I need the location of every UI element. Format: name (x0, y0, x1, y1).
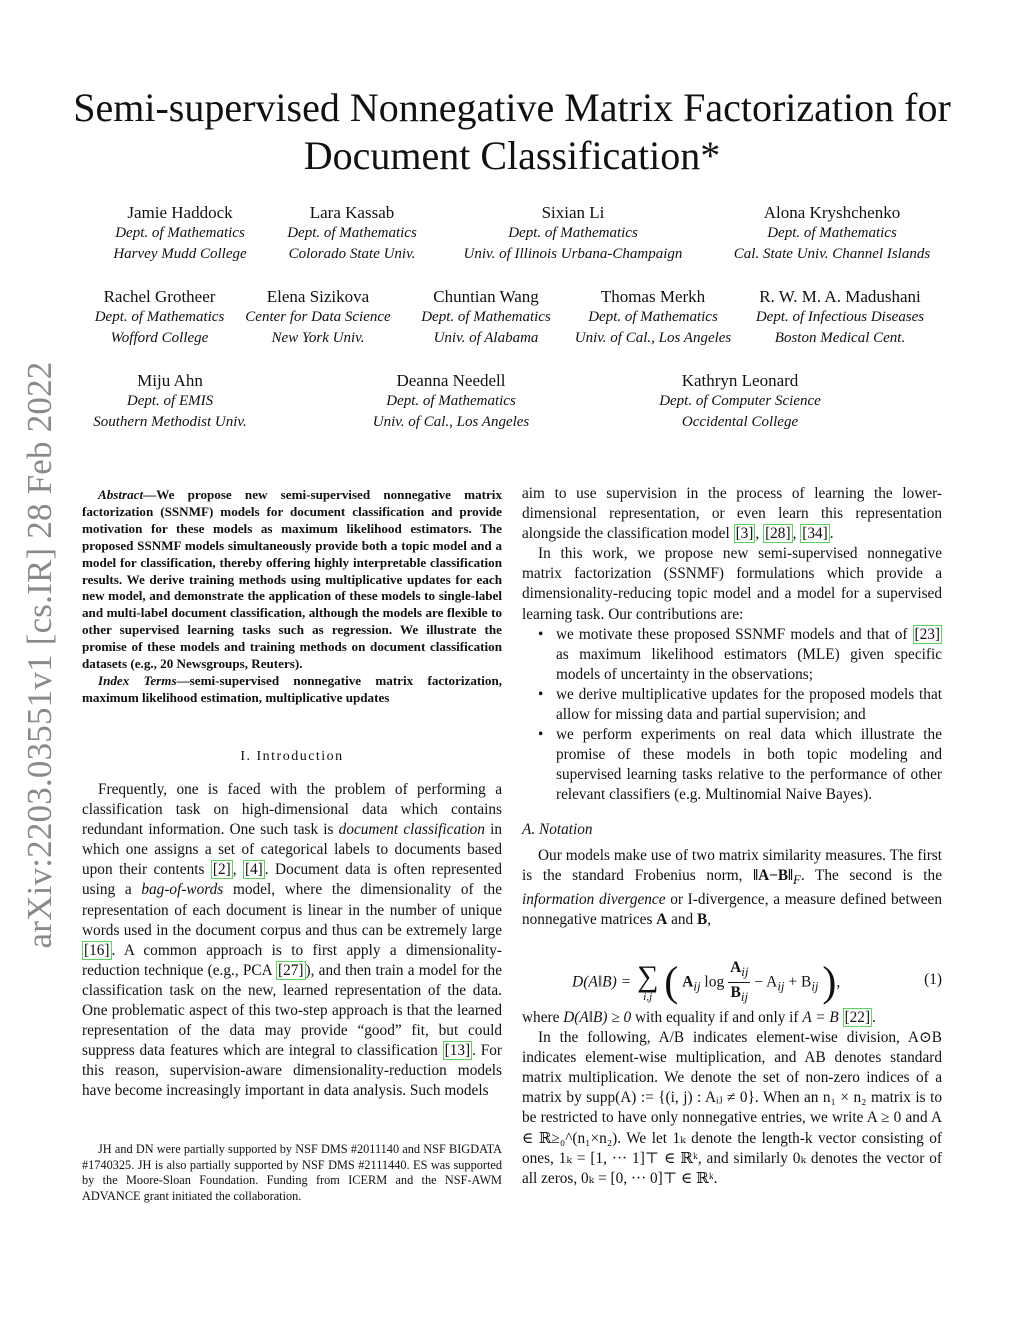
body-em: information divergence (522, 890, 666, 908)
author-dept: Dept. of Mathematics (386, 393, 516, 409)
equation-subscript: ij (741, 964, 749, 980)
equation-sum-subscript: i,j (643, 990, 653, 1003)
citation-link[interactable]: [34] (802, 525, 828, 543)
list-item: • we derive multiplicative updates for the proposed models that allow for missing data and partial supervision; and (522, 685, 942, 725)
author-block (640, 370, 840, 433)
body-text: with equality if and only if (631, 1009, 803, 1027)
author-inst: Occidental College (681, 414, 799, 430)
body-paragraph: In this work, we propose new semi-supervised nonnegative matrix factorization (SSNMF) formulations which provide a dimensionality-reducing topic model and a model for a supervised learning task. Our contributions are: (522, 545, 942, 623)
equation-term: + B (784, 973, 812, 991)
author-name: Alona Kryshchenko (763, 203, 901, 222)
body-paragraph: In the following, A/B indicates element-wise division, A⊙B indicates element-wise multiplication, and AB denotes standard matrix multiplication. We denote the set of non-zero indices of a matrix by supp(A) := {(i, j) : Aᵢⱼ ≠ 0}. When an n₁ × n₂ matrix is to be restricted to have only nonnegative entries, we write A ≥ 0 and A ∈ ℝ≥₀^(n₁×n₂). We let 1ₖ denote the length-k vector consisting of ones, 1ₖ = [1, ··· 1]⊤ ∈ ℝᵏ, and similarly 0ₖ denotes the vector of all zeros, 0ₖ = [0, ··· 0]⊤ ∈ ℝᵏ. (522, 1029, 942, 1187)
list-item: • we perform experiments on real data which illustrate the promise of these models in both topic modeling and supervised learning tasks relative to the performance of other relevant classifiers (e.g. Multinomial Naive Bayes). (522, 725, 942, 805)
body-text: or I-divergence, a measure defined between nonnegative matrices (522, 890, 942, 928)
author-block (268, 202, 436, 265)
body-text: , (755, 525, 764, 543)
equation-lhs: D(A‖B) = (572, 973, 632, 991)
index-terms-label: Index Terms (98, 672, 177, 688)
equation-subscript: ij (740, 989, 749, 1005)
footnote (82, 1142, 502, 1204)
author-inst: Colorado State Univ. (288, 246, 416, 262)
body-text: , (707, 910, 712, 928)
citation-link[interactable]: [3] (735, 525, 754, 543)
citation-link[interactable]: [4] (244, 861, 263, 879)
equation-subscript: ij (777, 978, 785, 994)
body-text: where (522, 1009, 564, 1027)
body-text: . (872, 1009, 876, 1027)
body-text: we motivate these proposed SSNMF models and that of (556, 625, 913, 643)
intro-text: in which one assigns a set of categorical labels to documents based upon their contents (82, 821, 502, 879)
author-inst: Univ. of Alabama (433, 330, 539, 346)
equation-body: D(A‖B) = ∑ i,j ( $A_{ij}$ log $A_{ij}$ $B_{ij}$ − $A_{ij} + B_{ij}$ ), (572, 959, 841, 1006)
math-inline: D(A‖B) ≥ 0 (563, 1009, 632, 1027)
body-text (839, 1009, 843, 1026)
abstract-label: Abstract (98, 487, 144, 502)
author-dept: Dept. of Mathematics (94, 309, 225, 325)
body-text: . (829, 525, 834, 543)
contributions-list (522, 625, 942, 806)
author-dept: Dept. of Mathematics (287, 225, 417, 241)
arxiv-id: arXiv:2203.03551v1 [cs.IR] 28 Feb 2022 (20, 361, 59, 949)
math-inline: B (697, 910, 708, 928)
author-inst: Univ. of Cal., Los Angeles (372, 414, 530, 430)
arxiv-sidebar (14, 361, 66, 949)
author-dept: Dept. of Mathematics (115, 225, 245, 241)
author-name: Chuntian Wang (433, 287, 539, 306)
math-inline: A = B (802, 1009, 839, 1027)
intro-em: document classification (338, 821, 485, 839)
author-inst: Univ. of Cal., Los Angeles (574, 330, 732, 346)
body-text: as maximum likelihood estimators (MLE) given specific models of uncertainty in the observations; (556, 645, 942, 683)
author-block (78, 370, 262, 433)
citation-link[interactable]: [13] (444, 1042, 471, 1060)
equation-numerator: A (730, 959, 742, 977)
equation-term: − A (754, 973, 778, 991)
equation-subscript: ij (693, 978, 701, 994)
right-column (522, 484, 942, 1189)
author-name: Jamie Haddock (127, 203, 233, 222)
equation-denominator: B (730, 984, 741, 1002)
author-dept: Dept. of Computer Science (659, 393, 821, 409)
intro-text: . Document data is often represented using a (82, 861, 502, 899)
intro-em: bag-of-words (141, 881, 224, 899)
author-name: Sixian Li (541, 203, 605, 222)
author-name: Elena Sizikova (266, 287, 370, 306)
equation-log: log (700, 973, 729, 991)
author-dept: Dept. of EMIS (126, 393, 214, 409)
author-block (740, 286, 940, 349)
author-block (443, 202, 703, 265)
author-dept: Dept. of Mathematics (508, 225, 638, 241)
body-text: and (667, 910, 698, 928)
equation-1 (522, 934, 942, 1006)
author-inst: New York Univ. (271, 330, 365, 346)
introduction-body (82, 780, 502, 1102)
intro-text: . For this reason, supervision-aware dimensionality-reduction models have become increasingly important in data analysis. Such models (82, 1042, 502, 1100)
author-name: Rachel Grotheer (103, 287, 216, 306)
intro-text: , (232, 861, 243, 879)
math-inline: ‖A−B‖ (753, 866, 794, 884)
author-dept: Dept. of Mathematics (767, 225, 897, 241)
author-inst: Univ. of Illinois Urbana-Champaign (463, 246, 683, 262)
author-block (405, 286, 567, 349)
body-text: aim to use supervision in the process of learning the lower-dimensional representation, or even learn this representation alongside the classification model (522, 485, 942, 543)
equation-term: A (682, 973, 694, 991)
intro-text: model, where the dimensionality of the representation of each document is linear in the number of unique words used in the document corpus and thus can be extremely large (82, 881, 502, 939)
author-inst: Wofford College (110, 330, 209, 346)
author-inst: Boston Medical Cent. (774, 330, 906, 346)
author-inst: Cal. State Univ. Channel Islands (733, 246, 931, 262)
author-name: R. W. M. A. Madushani (759, 287, 921, 306)
author-name: Miju Ahn (137, 371, 203, 390)
citation-link[interactable]: [27] (278, 961, 304, 979)
citation-link[interactable]: [23] (914, 625, 940, 643)
citation-link[interactable]: [2] (212, 861, 231, 879)
author-name: Lara Kassab (309, 203, 395, 222)
author-block (233, 286, 403, 349)
equation-term: , (836, 973, 841, 991)
author-name: Thomas Merkh (600, 287, 706, 306)
index-terms-text: semi-supervised nonnegative matrix factorization, maximum likelihood estimation, multiplicative updates (82, 672, 502, 705)
author-block (78, 286, 241, 349)
intro-text: Frequently, one is faced with the problem of performing a classification task on high-dimensional data which contains redundant information. One such task is (82, 781, 502, 839)
body-text: , (792, 525, 801, 543)
author-name: Kathryn Leonard (681, 371, 799, 390)
author-block (712, 202, 952, 265)
author-inst: Harvey Mudd College (113, 246, 247, 262)
list-item (522, 625, 942, 685)
author-dept: Dept. of Mathematics (421, 309, 551, 325)
equation-subscript: ij (811, 978, 819, 994)
author-block (355, 370, 547, 433)
abstract-text: We propose new semi-supervised nonnegative matrix factorization (SSNMF) models for document classification and provide motivation for these models as maximum likelihood estimators. The proposed SSNMF models simultaneously provide both a topic model and a model for classification, thereby offering highly interpretable classification results. We derive training methods using multiplicative updates for each new model, and demonstrate the application of these models to single-label and multi-label document classification, although the models are flexible to other supervised learning tasks such as regression. We illustrate the promise of these models and training methods on document classification datasets (e.g., 20 Newsgroups, Reuters). (82, 487, 502, 672)
author-dept: Dept. of Mathematics (588, 309, 718, 325)
section-heading-introduction: I. Introduction (240, 749, 344, 764)
body-text: . The second is the (800, 866, 942, 884)
author-dept: Dept. of Infectious Diseases (755, 309, 925, 325)
author-dept: Center for Data Science (245, 309, 391, 325)
math-subscript: F (793, 872, 801, 887)
author-block (560, 286, 746, 349)
subsection-heading-notation: A. Notation (522, 820, 593, 838)
body-text: Our models make use of two matrix similarity measures. The first is the standard Frobenius norm, (522, 846, 942, 884)
author-name: Deanna Needell (396, 371, 506, 390)
intro-text: . A common approach is to first apply a dimensionality-reduction technique (e.g., PCA (82, 941, 502, 979)
abstract: Abstract—We propose new semi-supervised nonnegative matrix factorization (SSNMF) models for document classification and provide motivation for these models as maximum likelihood estimators. The proposed SSNMF models simultaneously provide both a topic model and a model for classification, thereby offering highly interpretable classification results. We derive training methods using multiplicative updates for each new model, and demonstrate the application of these models to single-label and multi-label document classification, although the models are flexible to other supervised learning tasks such as regression. We illustrate the promise of these models and training methods on document classification datasets (e.g., 20 Newsgroups, Reuters). Index Terms—semi-supervised nonnegative matrix factorization, maximum likelihood estimation, multiplicative updates (82, 487, 502, 705)
footnote-text: JH and DN were partially supported by NSF DMS #2011140 and NSF BIGDATA #1740325. JH is also partially supported by NSF DMS #2111440. ES was supported by the Moore-Sloan Foundation. Funding from ICERM and the NSF-AWM ADVANCE grant initiated the collaboration. (82, 1142, 502, 1203)
citation-link[interactable]: [28] (765, 525, 791, 543)
citation-link[interactable]: [22] (844, 1009, 871, 1027)
equation-number: (1) (924, 971, 942, 989)
math-inline: A (656, 910, 668, 928)
citation-link[interactable]: [16] (84, 941, 110, 959)
author-block (95, 202, 265, 265)
intro-text: ), and then train a model for the classification task on the new, learned representation of the data. One problematic aspect of this two-step approach is that the learned representation of the data may provide “good” fit, but could suppress data features which are integral to classification (82, 961, 502, 1060)
paper-title: Semi-supervised Nonnegative Matrix Factorization for Document Classification* (73, 85, 951, 178)
author-inst: Southern Methodist Univ. (93, 414, 247, 430)
